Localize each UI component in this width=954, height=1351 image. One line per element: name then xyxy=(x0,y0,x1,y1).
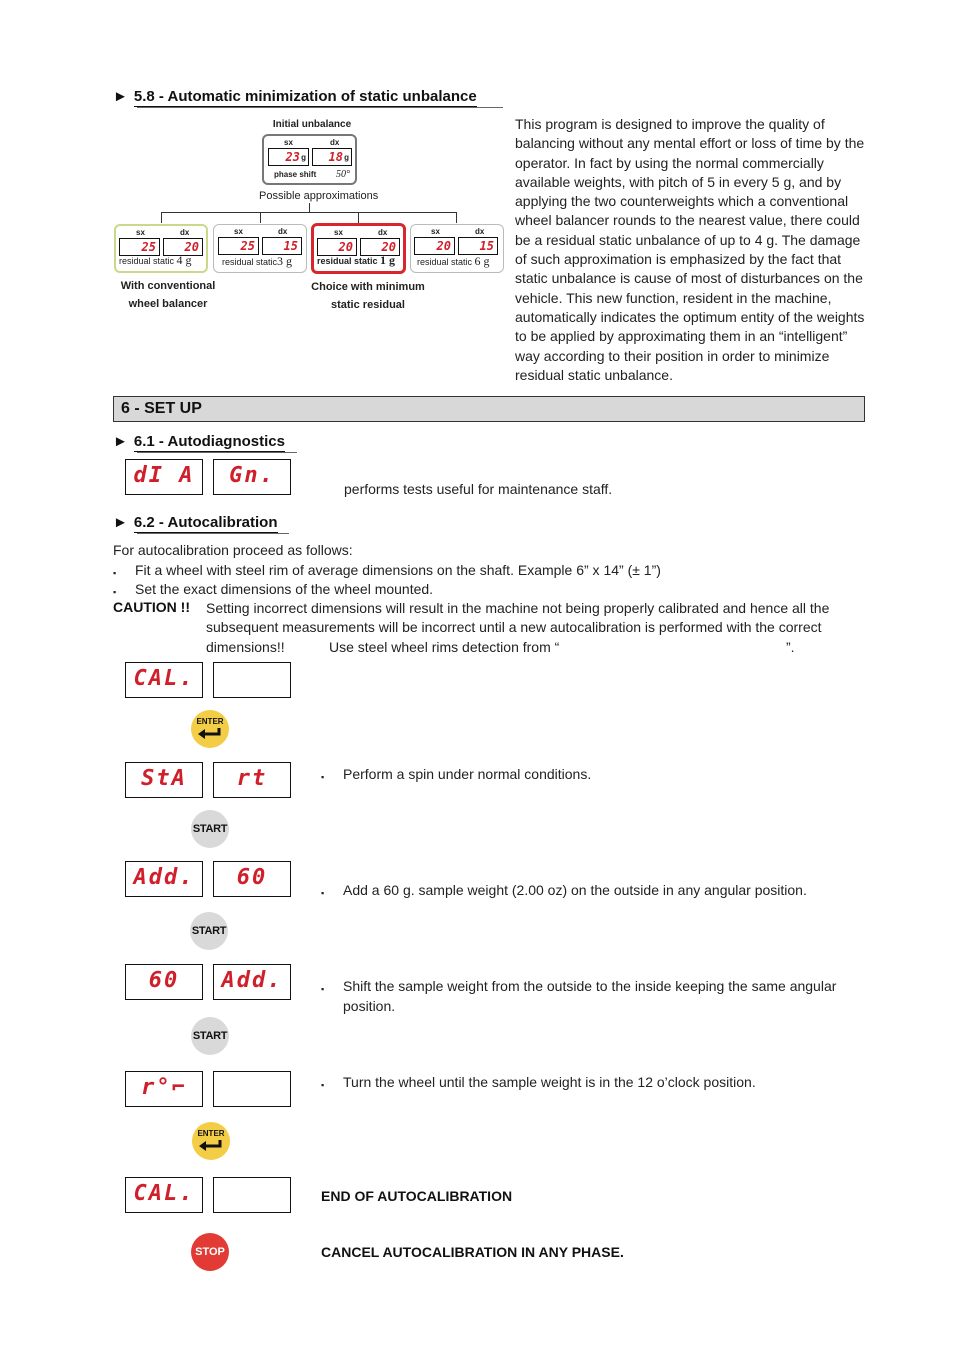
section-6-1-title: 6.1 - Autodiagnostics xyxy=(133,433,285,450)
approximation-option-2: sx dx 25 15 residual static3 g xyxy=(213,224,307,273)
conventional-label: With conventional wheel balancer xyxy=(120,280,216,310)
section-6-banner xyxy=(113,396,865,422)
step1-display-right xyxy=(213,662,291,698)
step6-display-left: CAL. xyxy=(125,1177,203,1213)
step5-display-right xyxy=(213,1071,291,1107)
option-2-dx: 15 xyxy=(262,237,302,255)
option-4-dx: 15 xyxy=(458,237,498,255)
section-6-1-rule xyxy=(137,452,297,453)
step2-display-left: StA xyxy=(125,762,203,798)
enter-arrow-icon xyxy=(198,1139,224,1151)
section-6-title: 6 - SET UP xyxy=(121,400,202,417)
diagnostics-display-left: dI A xyxy=(125,459,203,495)
step3-display-right: 60 xyxy=(213,861,291,897)
arrow-icon: ► xyxy=(113,514,128,531)
option-1-sx: 25 xyxy=(119,238,160,256)
step3-display-left: Add. xyxy=(125,861,203,897)
arrow-icon: ► xyxy=(113,88,128,105)
enter-arrow-icon xyxy=(197,727,223,739)
arrow-icon: ► xyxy=(113,433,128,450)
initial-unbalance-label: Initial unbalance xyxy=(272,119,352,130)
approximation-option-4: sx dx 20 15 residual static 6 g xyxy=(410,224,504,273)
start-button[interactable]: START xyxy=(190,912,228,950)
enter-button[interactable]: ENTER xyxy=(192,1122,230,1160)
section-6-2-heading xyxy=(113,514,278,531)
dx-label: dx xyxy=(330,138,340,147)
section-5-8-heading xyxy=(113,88,477,105)
step5-display-left: r°⌐ xyxy=(125,1071,203,1107)
tree-horizontal xyxy=(161,212,457,213)
start-button[interactable]: START xyxy=(191,1017,229,1055)
caution-label: CAUTION !! xyxy=(113,599,190,615)
possible-approximations-label: Possible approximations xyxy=(259,190,379,202)
cancel-autocalibration-label: CANCEL AUTOCALIBRATION IN ANY PHASE. xyxy=(321,1244,624,1260)
section-5-8-rule xyxy=(137,107,503,108)
phase-shift-label: phase shift xyxy=(274,170,317,179)
diagnostics-display-right: Gn. xyxy=(213,459,291,495)
end-autocalibration-label: END OF AUTOCALIBRATION xyxy=(321,1188,513,1204)
step2-display-right: rt xyxy=(213,762,291,798)
tree-vertical xyxy=(309,203,310,212)
option-1-dx: 20 xyxy=(163,238,203,256)
step6-display-right xyxy=(213,1177,291,1213)
step4-display-right: Add. xyxy=(213,964,291,1000)
approximation-option-1: sx dx 25 20 residual static 4 g xyxy=(114,224,208,273)
start-button[interactable]: START xyxy=(191,810,229,848)
phase-shift-value: 50° xyxy=(336,169,350,180)
enter-button[interactable]: ENTER xyxy=(191,710,229,748)
section-5-8-body: This program is designed to improve the quality of balancing without any mental effort or loss of time by the operator. In fact by using the normal commercially available weights, with pitch of 5 in every 5 g, and by applying the two counterweights which a conventional wheel balancer rounds to the nearest value, there could be a residual static unbalance of up to 4 g. The damage of such approximation is emphasized by the fact that static unbalance is cause of most of disturbances on the vehicle. This new function, resident in the machine, automatically indicates the optimum entity of the weights to be applied by approximating them in an “intelligent” way according to their position in order to minimize residual static unbalance. xyxy=(515,116,865,383)
approximation-option-3: sx dx 20 20 residual static 1 g xyxy=(311,223,406,274)
section-6-2-rule xyxy=(137,533,289,534)
step4-display-left: 60 xyxy=(125,964,203,1000)
caution-text: Setting incorrect dimensions will result in the machine not being properly calibrated and hence all the subsequent measurements will be incorrect until a new autocalibration is performed with the correct dimensions!! Use steel wheel rims detection from “ ”. xyxy=(206,600,830,655)
option-4-sx: 20 xyxy=(414,237,455,255)
stop-button[interactable]: STOP xyxy=(191,1233,229,1271)
option-3-dx: 20 xyxy=(360,238,400,256)
section-6-2-title: 6.2 - Autocalibration xyxy=(133,514,278,531)
choice-label: Choice with minimum static residual xyxy=(311,281,425,311)
section-6-1-heading xyxy=(113,433,285,450)
sx-label: sx xyxy=(284,138,293,147)
step1-display-left: CAL. xyxy=(125,662,203,698)
initial-dx-display: 18 g xyxy=(312,148,352,166)
diagnostics-desc: performs tests useful for maintenance staff. xyxy=(344,481,613,497)
initial-unbalance-box xyxy=(262,134,357,185)
option-3-sx: 20 xyxy=(317,238,357,256)
option-2-sx: 25 xyxy=(218,237,259,255)
initial-sx-display: 23 g xyxy=(268,148,309,166)
autocal-intro: For autocalibration proceed as follows: xyxy=(113,542,353,558)
section-5-8-title: 5.8 - Automatic minimization of static unbalance xyxy=(133,88,477,105)
